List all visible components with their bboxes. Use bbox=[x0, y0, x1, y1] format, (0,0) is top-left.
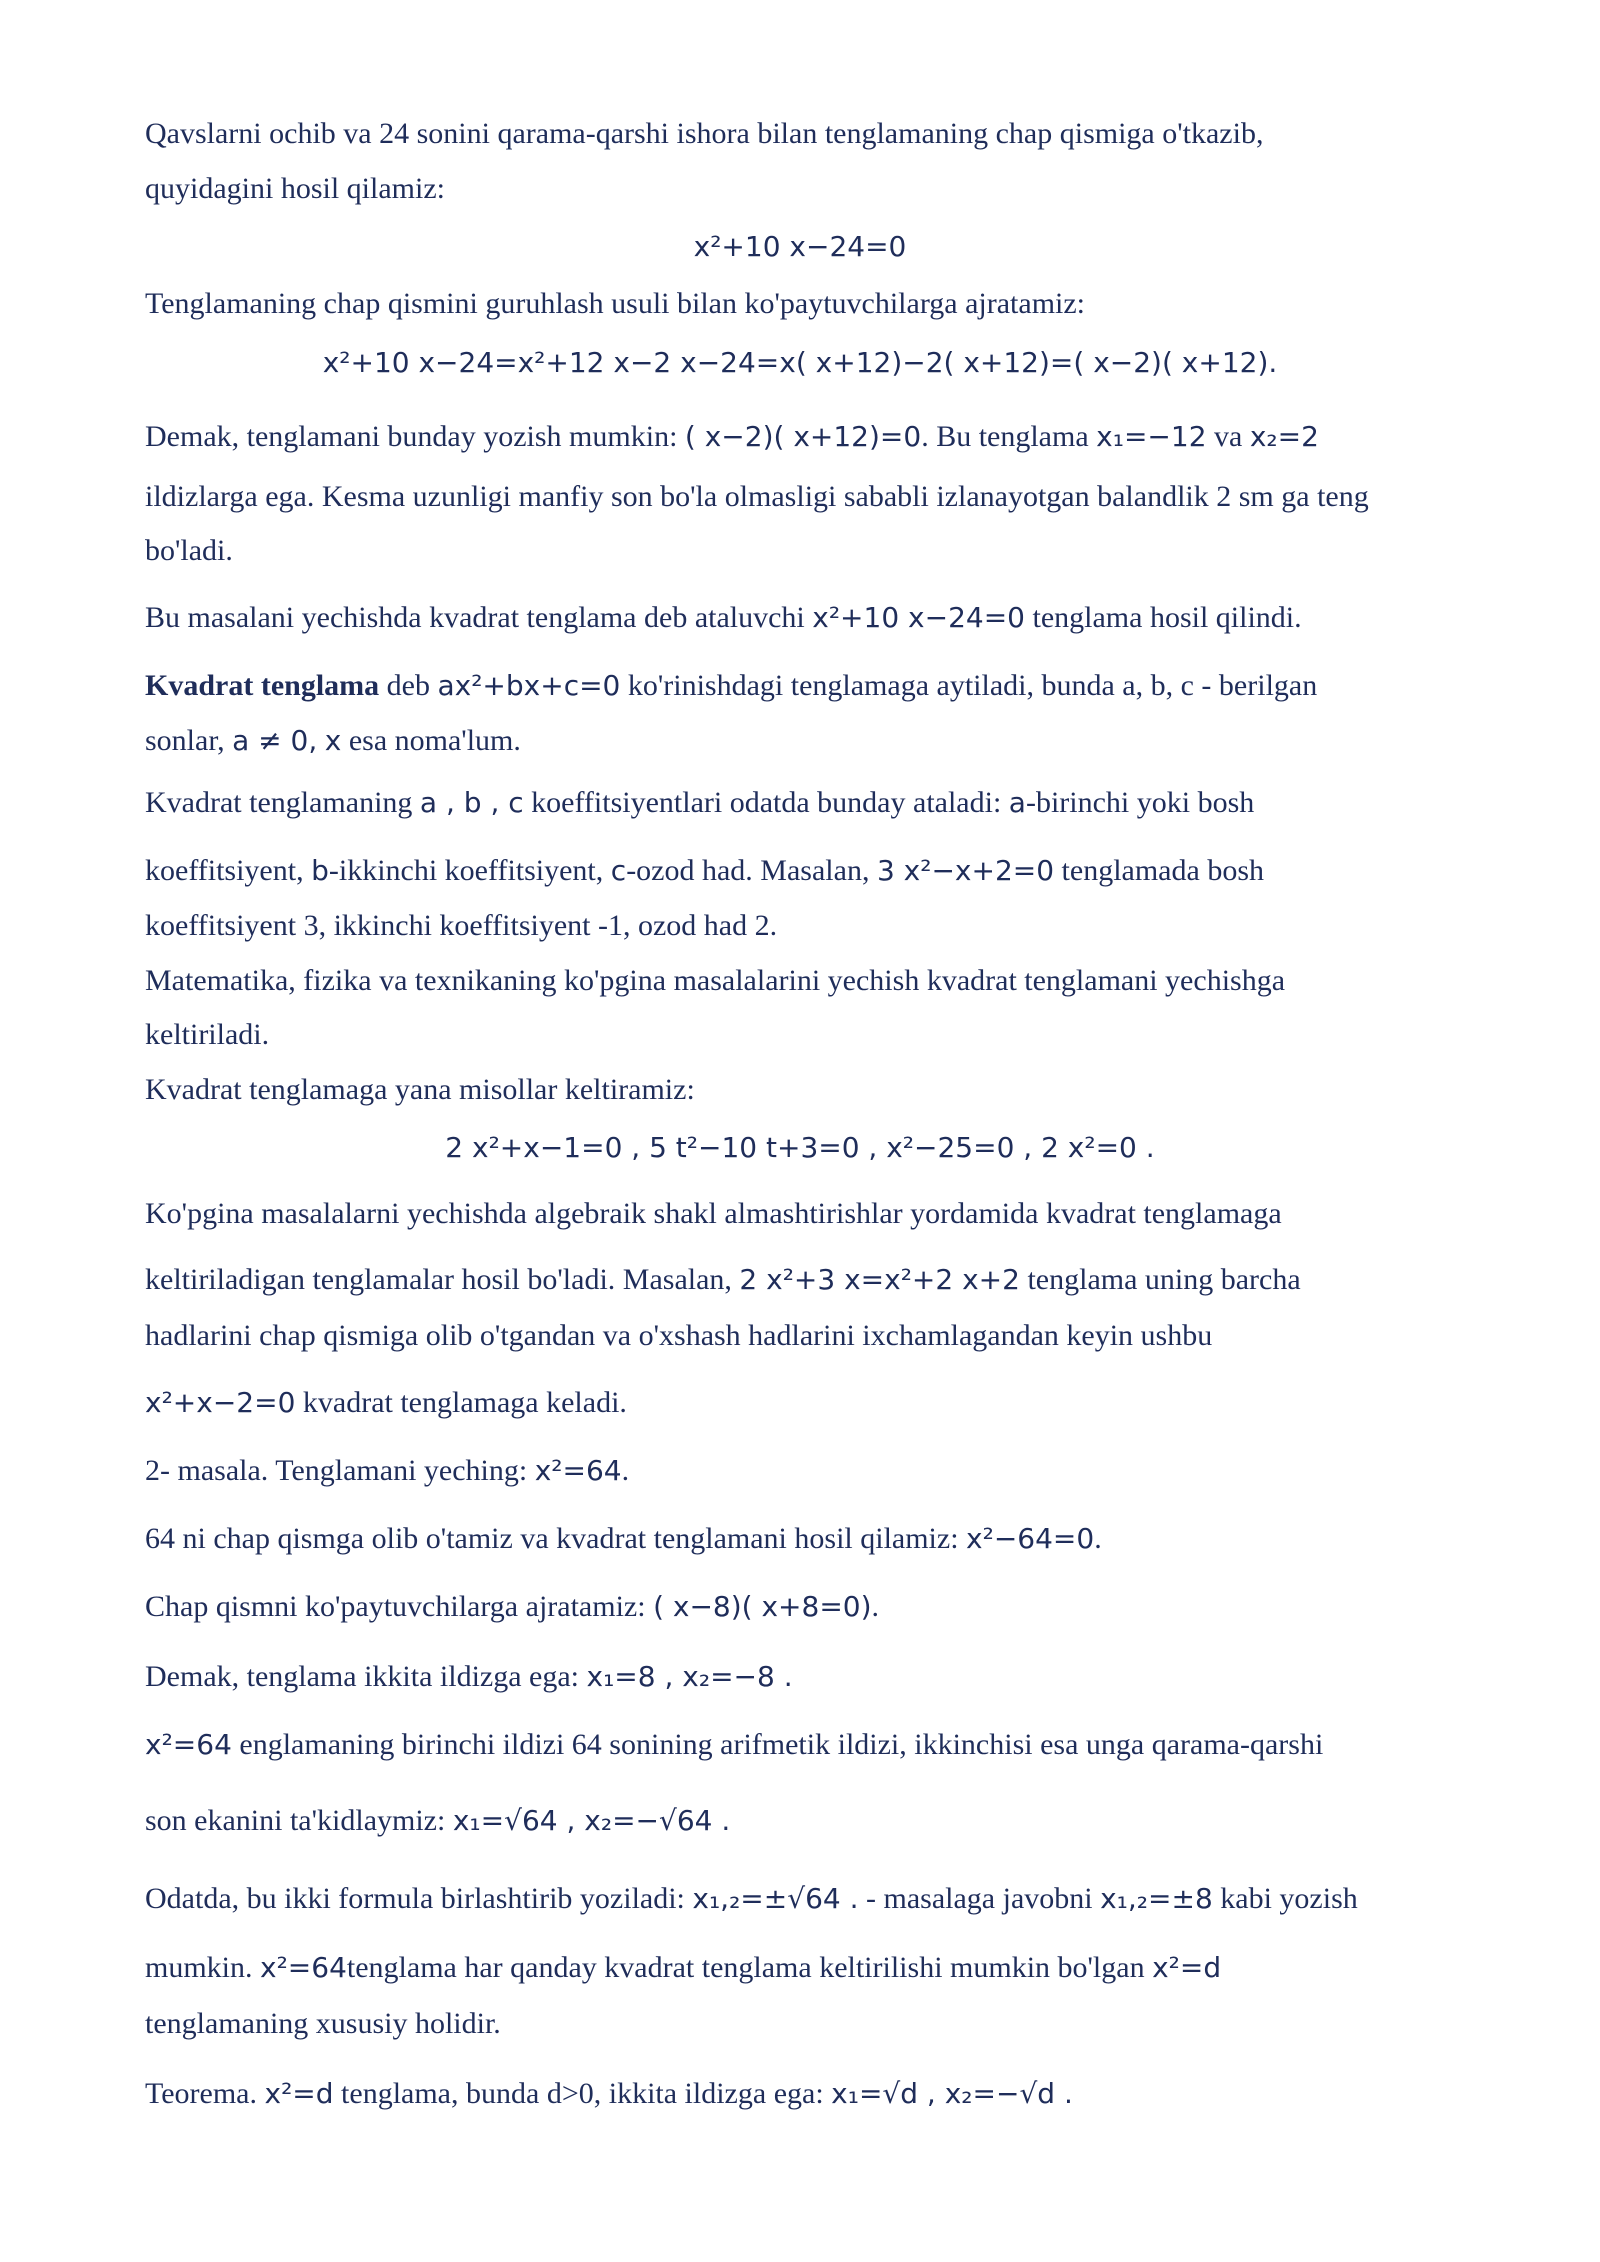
text-line: bo'ladi. bbox=[145, 534, 233, 567]
text-line bbox=[145, 785, 1254, 821]
text: Teorema. bbox=[145, 2077, 258, 2110]
math: x₁,₂=±8 bbox=[1100, 1882, 1213, 1915]
text-line: koeffitsiyent 3, ikkinchi koeffitsiyent -1, ozod had 2. bbox=[145, 909, 778, 942]
text-line bbox=[145, 1727, 1323, 1763]
math: x₁=√64 , x₂=−√64 . bbox=[452, 1804, 731, 1837]
math: x bbox=[324, 724, 342, 757]
text: . bbox=[871, 1590, 880, 1623]
text: -birinchi yoki bosh bbox=[1025, 786, 1255, 819]
text-line: Qavslarni ochib va 24 sonini qarama-qarshi ishora bilan tenglamaning chap qismiga o'tkazib, bbox=[145, 117, 1264, 150]
text-line bbox=[145, 1803, 730, 1839]
text: son ekanini ta'kidlaymiz: bbox=[145, 1804, 446, 1837]
text: Chap qismni ko'paytuvchilarga ajratamiz: bbox=[145, 1590, 646, 1623]
text: englamaning birinchi ildizi 64 sonining arifmetik ildizi, ikkinchisi esa unga qarama-qarshi bbox=[239, 1728, 1324, 1761]
math: a bbox=[1008, 786, 1026, 819]
math: x²+x−2=0 bbox=[145, 1386, 296, 1419]
text-line: keltiriladi. bbox=[145, 1018, 270, 1051]
math: x²=d bbox=[264, 2077, 334, 2110]
text: kabi yozish bbox=[1220, 1882, 1358, 1915]
math: 3 x²−x+2=0 bbox=[876, 854, 1055, 887]
text: ko'rinishdagi tenglamaga aytiladi, bunda a, b, c - berilgan bbox=[627, 669, 1318, 702]
math: 2 x²+x−1=0 , 5 t²−10 t+3=0 , x²−25=0 , 2 x²=0 . bbox=[445, 1131, 1155, 1164]
text: -ikkinchi koeffitsiyent, bbox=[328, 854, 604, 887]
math: x²=64 bbox=[260, 1951, 347, 1984]
text: 2- masala. Tenglamani yeching: bbox=[145, 1454, 528, 1487]
text: . bbox=[1094, 1522, 1102, 1555]
math: a , b , c bbox=[419, 786, 524, 819]
math: c bbox=[610, 854, 627, 887]
math: x²−64=0 bbox=[966, 1522, 1095, 1555]
text-line bbox=[145, 1659, 793, 1695]
text-line: hadlarini chap qismiga olib o'tgandan va o'xshash hadlarini ixchamlagandan keyin ushbu bbox=[145, 1319, 1213, 1352]
text: 64 ni chap qismga olib o'tamiz va kvadrat tenglamani hosil qilamiz: bbox=[145, 1522, 959, 1555]
math: x₁=√d , x₂=−√d . bbox=[831, 2077, 1073, 2110]
text-line bbox=[145, 668, 1317, 704]
math: a ≠ 0, bbox=[232, 724, 318, 757]
text: sonlar, bbox=[145, 724, 225, 757]
text-line bbox=[145, 1521, 1102, 1557]
math: x²=64 bbox=[534, 1454, 622, 1487]
math: 2 x²+3 x=x²+2 x+2 bbox=[739, 1263, 1020, 1296]
text-line: quyidagini hosil qilamiz: bbox=[145, 172, 445, 205]
text: . Bu tenglama bbox=[921, 420, 1089, 453]
text: - masalaga javobni bbox=[866, 1882, 1093, 1915]
text: koeffitsiyent, bbox=[145, 854, 304, 887]
text: tenglama hosil qilindi. bbox=[1032, 601, 1302, 634]
text: mumkin. bbox=[145, 1951, 253, 1984]
math: x²+10 x−24=0 bbox=[693, 230, 907, 263]
text-line: ildizlarga ega. Kesma uzunligi manfiy son bo'la olmasligi sababli izlanayotgan balandlik 2 sm ga teng bbox=[145, 480, 1369, 513]
text: Bu masalani yechishda kvadrat tenglama deb ataluvchi bbox=[145, 601, 805, 634]
text-line bbox=[145, 853, 1264, 889]
text-line bbox=[145, 1262, 1301, 1298]
text-line bbox=[145, 1950, 1221, 1986]
text-line: Kvadrat tenglamaga yana misollar keltiramiz: bbox=[145, 1073, 695, 1106]
text-line bbox=[145, 2076, 1073, 2112]
text-line bbox=[145, 1385, 627, 1421]
math: x²=64 bbox=[145, 1728, 232, 1761]
math: x₁=−12 bbox=[1096, 420, 1207, 453]
math: ( x−8)( x+8=0) bbox=[653, 1590, 872, 1623]
text-line bbox=[145, 1881, 1358, 1917]
text-line: Tenglamaning chap qismini guruhlash usuli bilan ko'paytuvchilarga ajratamiz: bbox=[145, 287, 1086, 320]
math: x²+10 x−24=0 bbox=[812, 601, 1025, 634]
text: Demak, tenglamani bunday yozish mumkin: bbox=[145, 420, 678, 453]
text-line: Matematika, fizika va texnikaning ko'pgina masalalarini yechish kvadrat tenglamani yechishga bbox=[145, 964, 1286, 997]
math: x²+10 x−24=x²+12 x−2 x−24=x( x+12)−2( x+12)=( x−2)( x+12). bbox=[322, 346, 1278, 379]
math: x²=d bbox=[1152, 1951, 1222, 1984]
text: Demak, tenglama ikkita ildizga ega: bbox=[145, 1660, 580, 1693]
text-line bbox=[145, 419, 1319, 455]
math: ax²+bx+c=0 bbox=[437, 669, 621, 702]
math: b bbox=[311, 854, 329, 887]
text: deb bbox=[386, 669, 430, 702]
text: Kvadrat tenglamaning bbox=[145, 786, 413, 819]
text: tenglama har qanday kvadrat tenglama keltirilishi mumkin bo'lgan bbox=[346, 1951, 1145, 1984]
text-line bbox=[145, 1453, 629, 1489]
text-line: tenglamaning xususiy holidir. bbox=[145, 2007, 501, 2040]
math: x₂=2 bbox=[1249, 420, 1319, 453]
term-bold: Kvadrat tenglama bbox=[145, 669, 380, 702]
math: ( x−2)( x+12)=0 bbox=[684, 420, 922, 453]
text-line bbox=[145, 723, 521, 759]
text: tenglama uning barcha bbox=[1027, 1263, 1301, 1296]
text: koeffitsiyentlari odatda bunday ataladi: bbox=[531, 786, 1002, 819]
text-line: Ko'pgina masalalarni yechishda algebraik shakl almashtirishlar yordamida kvadrat tenglamaga bbox=[145, 1197, 1282, 1230]
equation bbox=[0, 229, 1600, 265]
text: . bbox=[621, 1454, 630, 1487]
text: keltiriladigan tenglamalar hosil bo'ladi. Masalan, bbox=[145, 1263, 732, 1296]
text: -ozod had. Masalan, bbox=[626, 854, 870, 887]
text: esa noma'lum. bbox=[348, 724, 521, 757]
text: tenglamada bosh bbox=[1061, 854, 1264, 887]
text: Odatda, bu ikki formula birlashtirib yoziladi: bbox=[145, 1882, 685, 1915]
text: kvadrat tenglamaga keladi. bbox=[302, 1386, 627, 1419]
math: x₁,₂=±√64 . bbox=[692, 1882, 859, 1915]
text-line bbox=[145, 600, 1302, 636]
text-line bbox=[145, 1589, 879, 1625]
equation bbox=[0, 345, 1600, 381]
text: va bbox=[1214, 420, 1243, 453]
math: x₁=8 , x₂=−8 . bbox=[586, 1660, 793, 1693]
equation bbox=[0, 1130, 1600, 1166]
text: tenglama, bunda d>0, ikkita ildizga ega: bbox=[341, 2077, 824, 2110]
